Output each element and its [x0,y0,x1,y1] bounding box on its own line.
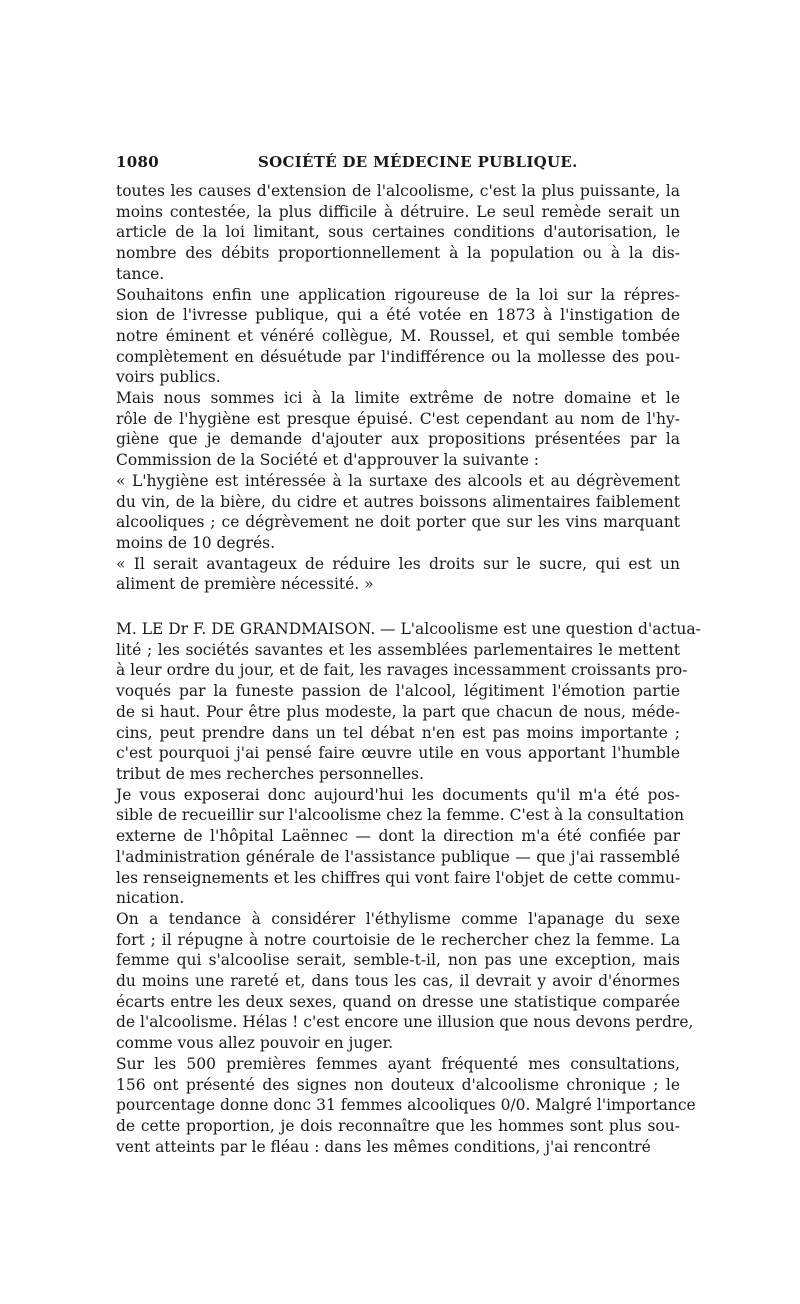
text-line: Je vous exposerai donc aujourd'hui les documents qu'il m'a été pos- [116,785,680,804]
section-gap [116,595,680,619]
text-line: moins contestée, la plus difficile à détruire. Le seul remède serait un [116,202,680,221]
paragraph [116,181,680,285]
text-line: lité ; les sociétés savantes et les assemblées parlementaires le mettent [116,640,680,659]
text-line: tance. [116,264,165,283]
text-line: externe de l'hôpital Laënnec — dont la direction m'a été confiée par [116,827,680,846]
paragraph [116,909,694,1054]
text-line: giène que je demande d'ajouter aux propositions présentées par la [116,430,680,449]
running-title: SOCIÉTÉ DE MÉDECINE PUBLIQUE. [258,153,578,171]
text-line: comme vous allez pouvoir en juger. [116,1034,394,1053]
paragraph [116,785,685,909]
text-line: voirs publics. [116,368,221,387]
text-line: On a tendance à considérer l'éthylisme comme l'apanage du sexe [116,909,680,928]
text-line: Commission de la Société et d'approuver la suivante : [116,451,540,470]
text-line: du moins une rareté et, dans tous les cas, il devrait y avoir d'énormes [116,972,680,991]
text-line: de l'alcoolisme. Hélas ! c'est encore une illusion que nous devons perdre, [116,1013,694,1032]
text-line: aliment de première nécessité. » [116,575,374,594]
text-line: 156 ont présenté des signes non douteux d'alcoolisme chronique ; le [116,1075,680,1094]
paragraph [116,554,680,595]
text-line: rôle de l'hygiène est presque épuisé. C'est cependant au nom de l'hy- [116,409,680,428]
text-line: toutes les causes d'extension de l'alcoolisme, c'est la plus puissante, la [116,182,680,200]
text-line: de cette proportion, je dois reconnaître que les hommes sont plus sou- [116,1116,680,1135]
text-line: les renseignements et les chiffres qui vont faire l'objet de cette commu- [116,868,681,887]
paragraph [116,619,701,785]
text-line: l'administration générale de l'assistance publique — que j'ai rassemblé [116,847,680,866]
text-line: de si haut. Pour être plus modeste, la part que chacun de nous, méde- [116,702,680,721]
text-line: M. LE Dr F. DE GRANDMAISON. — L'alcoolisme est une question d'actua- [116,620,701,639]
text-line: nombre des débits proportionnellement à la population ou à la dis- [116,244,680,263]
text-line: article de la loi limitant, sous certaines conditions d'autorisation, le [116,223,680,242]
text-line: c'est pourquoi j'ai pensé faire œuvre utile en vous apportant l'humble [116,744,680,763]
text-line: du vin, de la bière, du cidre et autres boissons alimentaires faiblement [116,492,680,511]
text-line: « Il serait avantageux de réduire les droits sur le sucre, qui est un [116,554,680,573]
text-line: notre éminent et vénéré collègue, M. Roussel, et qui semble tombée [116,326,680,345]
text-line: voqués par la funeste passion de l'alcool, légitiment l'émotion partie [116,682,680,701]
text-line: cins, peut prendre dans un tel débat n'en est pas moins importante ; [116,723,680,742]
text-line: sible de recueillir sur l'alcoolisme chez la femme. C'est à la consultation [116,806,685,825]
text-line: Souhaitons enfin une application rigoureuse de la loi sur la répres- [116,285,680,304]
page-body [116,181,701,1157]
text-line: « L'hygiène est intéressée à la surtaxe des alcools et au dégrèvement [116,471,680,490]
text-line: écarts entre les deux sexes, quand on dresse une statistique comparée [116,992,680,1011]
text-line: vent atteints par le fléau : dans les mêmes conditions, j'ai rencontré [116,1137,651,1156]
page-number: 1080 [116,153,159,171]
text-line: alcooliques ; ce dégrèvement ne doit porter que sur les vins marquant [116,513,680,532]
text-line: femme qui s'alcoolise serait, semble-t-il, non pas une exception, mais [116,951,680,970]
text-line: moins de 10 degrés. [116,533,276,552]
text-line: pourcentage donne donc 31 femmes alcooliques 0/0. Malgré l'importance [116,1096,696,1115]
paragraph [116,471,680,554]
text-line: complètement en désuétude par l'indifférence ou la mollesse des pou- [116,347,680,366]
text-line: tribut de mes recherches personnelles. [116,764,424,783]
text-line: Mais nous sommes ici à la limite extrême de notre domaine et le [116,389,680,408]
text-line: sion de l'ivresse publique, qui a été votée en 1873 à l'instigation de [116,306,680,325]
paragraph [116,1054,696,1158]
text-line: Sur les 500 premières femmes ayant fréquenté mes consultations, [116,1054,680,1073]
text-line: nication. [116,889,185,908]
paragraph [116,388,680,471]
running-header [116,153,680,177]
text-line: fort ; il répugne à notre courtoisie de le rechercher chez la femme. La [116,930,680,949]
text-line: à leur ordre du jour, et de fait, les ravages incessamment croissants pro- [116,661,688,680]
paragraph [116,285,680,389]
